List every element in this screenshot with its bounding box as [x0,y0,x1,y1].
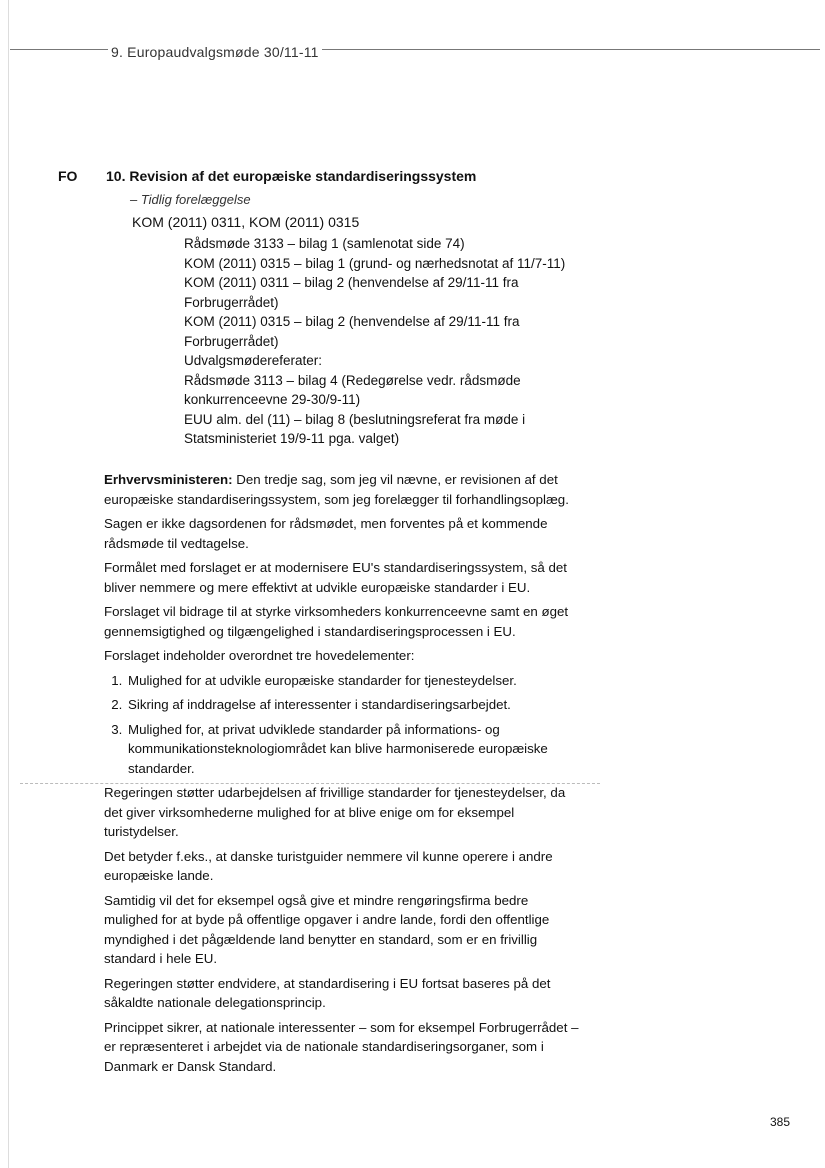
list-item: 3. Mulighed for, at privat udviklede standarder på informations- og kommunikationsteknologiområdet kan blive harmoniserede europæiske standarder. [126,720,584,779]
paragraph: Sagen er ikke dagsordenen for rådsmødet, men forventes på et kommende rådsmøde til vedtagelse. [104,516,548,551]
reference-line: Udvalgsmødereferater: [184,353,323,368]
paragraph: Formålet med forslaget er at modernisere EU's standardiseringssystem, så det bliver nemmere og mere effektivt at udvikle europæiske standarder i EU. [104,560,567,595]
reference-line: EUU alm. del (11) – bilag 8 (beslutningsreferat fra møde i Statsministeriet 19/9-11 pga. valget) [184,411,526,446]
speech-intro-text: Den tredje sag, som jeg vil nævne, er revisionen af det europæiske standardiseringssystem, som jeg forelægger til forhandlingsoplæg. [104,472,569,507]
paragraph: Forslaget indeholder overordnet tre hovedelementer: [104,648,415,663]
paragraph: Det betyder f.eks., at danske turistguider nemmere vil kunne operere i andre europæiske lande. [104,848,553,883]
item-tag: FO [58,168,78,184]
reference-list [184,234,594,449]
previous-item-header: 9. Europaudvalgsmøde 30/11-11 [108,44,322,60]
speaker-label: Erhvervsministeren: [104,472,233,487]
scan-left-edge [8,0,9,1168]
paragraph: Regeringen støtter endvidere, at standardisering i EU fortsat baseres på det såkaldte nationale delegationsprincip. [104,975,551,1010]
reference-line: Rådsmøde 3113 – bilag 4 (Redegørelse vedr. rådsmøde konkurrenceevne 29-30/9-11) [184,372,521,407]
element-list [104,671,584,779]
item-kom-refs: KOM (2011) 0311, KOM (2011) 0315 [132,214,360,230]
reference-line: Rådsmøde 3133 – bilag 1 (samlenotat side 74) [184,236,465,251]
paragraph: Forslaget vil bidrage til at styrke virksomheders konkurrenceevne samt en øget gennemsigtighed og tilgængelighed i standardiseringsprocessen i EU. [104,604,569,639]
list-item: 1. Mulighed for at udvikle europæiske standarder for tjenesteydelser. [126,671,584,691]
list-item: 2. Sikring af inddragelse af interessenter i standardiseringsarbejdet. [126,695,584,715]
speech-body [104,470,584,1081]
speech-intro [104,470,584,509]
reference-line: KOM (2011) 0315 – bilag 1 (grund- og nærhedsnotat af 11/7-11) [184,255,566,271]
reference-line: KOM (2011) 0311 – bilag 2 (henvendelse af 29/11-11 fra Forbrugerrådet) [184,275,519,310]
reference-line: KOM (2011) 0315 – bilag 2 (henvendelse af 29/11-11 fra Forbrugerrådet) [184,314,520,349]
paragraph: Regeringen støtter udarbejdelsen af frivillige standarder for tjenesteydelser, da det giver virksomhederne mulighed for at blive enige om for eksempel turistydelser. [104,785,566,839]
item-subtitle: – Tidlig forelæggelse [130,192,251,207]
paragraph: Samtidig vil det for eksempel også give et mindre rengøringsfirma bedre mulighed for at byde på offentlige opgaver i andre lande, fordi den offentlige myndighed i det pågældende land benytter en standard, som er en frivillig standard i hele EU. [104,892,550,966]
paragraph: Princippet sikrer, at nationale interessenter – som for eksempel Forbrugerrådet – er repræsenteret i arbejdet via de nationale standardiseringsorganer, som i Danmark er Dansk Standard. [104,1019,579,1074]
item-title: 10. Revision af det europæiske standardiseringssystem [106,168,477,184]
page-number: 385 [770,1115,791,1129]
